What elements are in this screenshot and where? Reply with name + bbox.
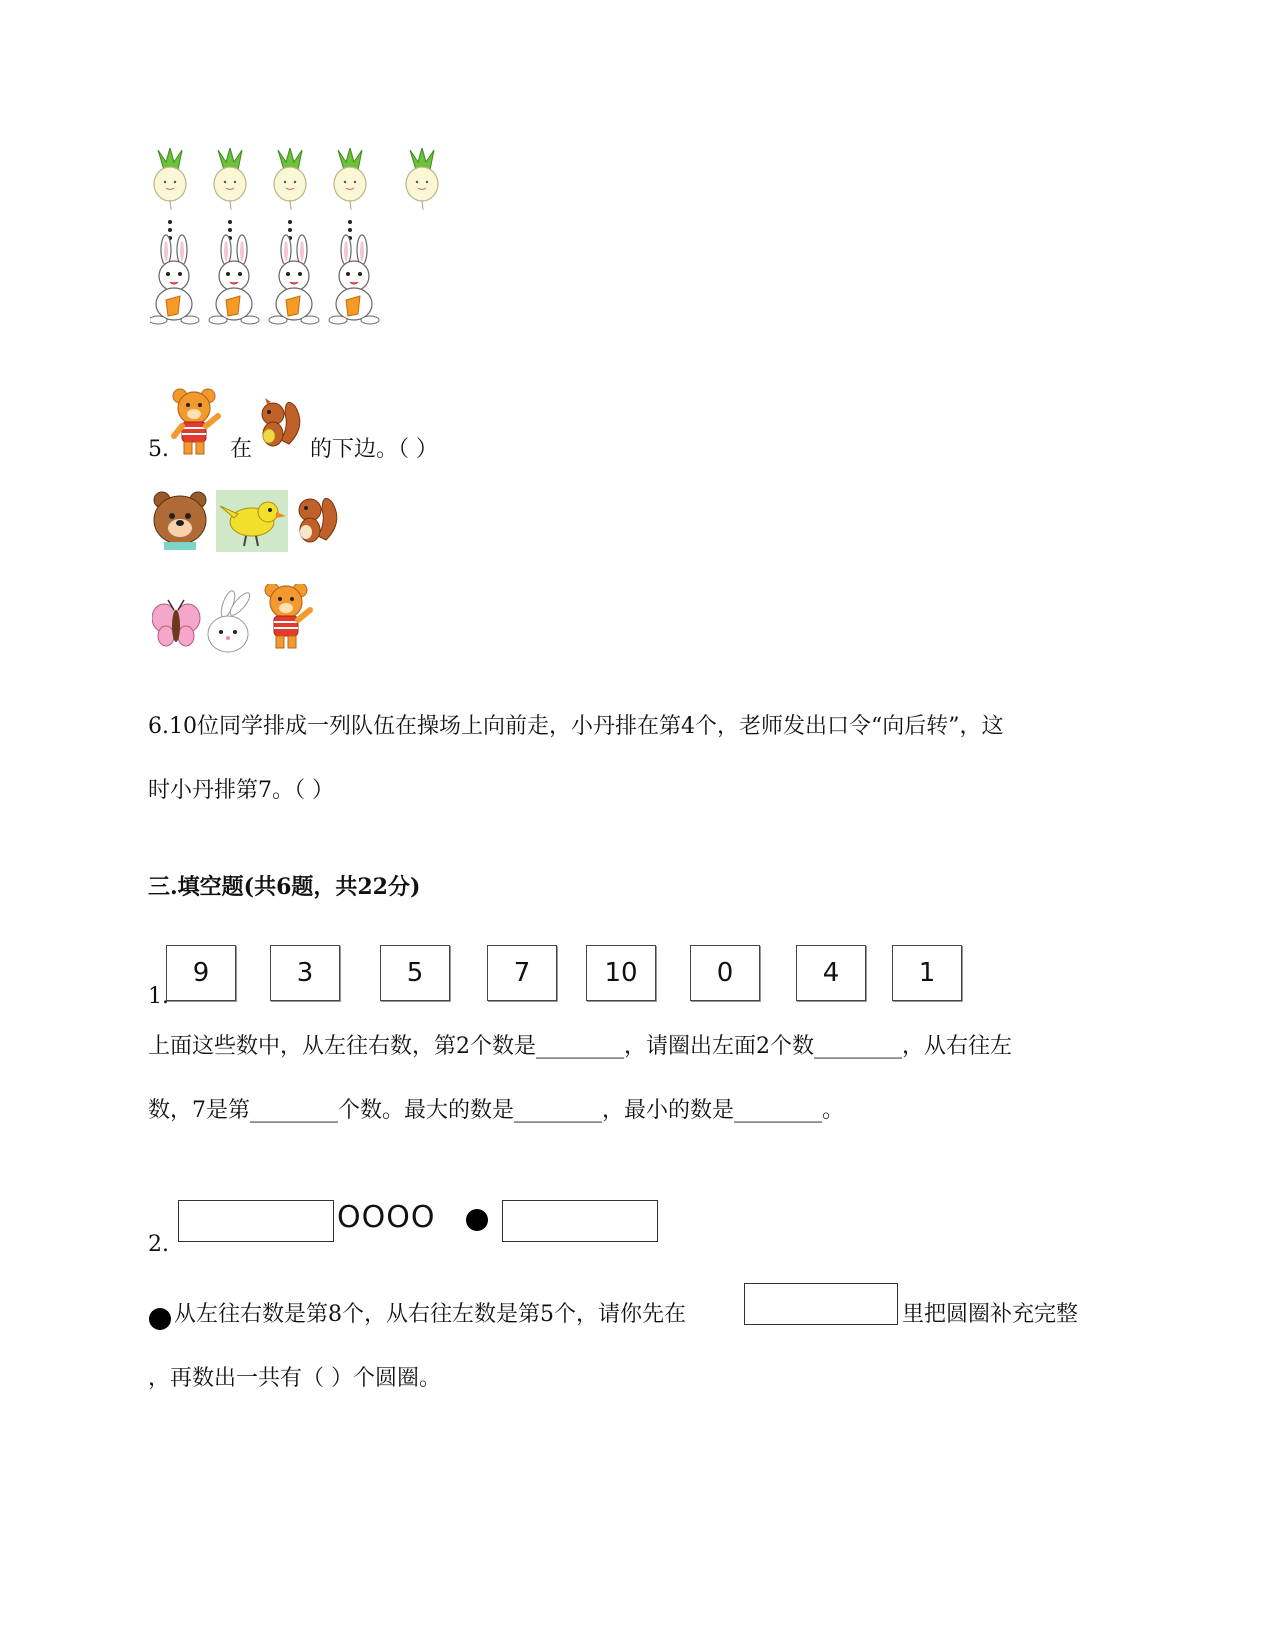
bear-face-icon (154, 492, 206, 550)
question-5-text-end: 的下边。（ ） (310, 437, 438, 462)
white-rabbit-icon (208, 589, 253, 652)
number-box-6: 0 (690, 945, 760, 1001)
bear-standing-icon (265, 584, 310, 648)
number-box-7: 4 (796, 945, 866, 1001)
number-box-5: 10 (586, 945, 656, 1001)
radish-rabbit-picture (150, 148, 470, 334)
answer-box-left[interactable] (178, 1200, 334, 1242)
question-5-number: 5. (148, 437, 169, 462)
fill-1-number: 1. (148, 984, 169, 1009)
question-6-line2: 时小丹排第7。（ ） (148, 778, 334, 803)
squirrel-small-icon (299, 498, 337, 542)
fill-2-line1-a: 从左往右数是第8个，从右往左数是第5个，请你先在 (174, 1302, 686, 1327)
question-5 (148, 435, 169, 465)
filled-circle-icon (464, 1207, 490, 1233)
fill-2-number: 2. (148, 1232, 169, 1257)
inline-answer-box[interactable] (744, 1283, 898, 1325)
question-5-in (230, 435, 252, 465)
number-box-3: 5 (380, 945, 450, 1001)
hollow-circles: OOOO (337, 1200, 436, 1235)
answer-box-right[interactable] (502, 1200, 658, 1242)
number-box-2: 3 (270, 945, 340, 1001)
animal-row-bottom (152, 584, 332, 658)
question-5-end (310, 435, 438, 465)
filled-circle-bullet-icon (148, 1307, 172, 1331)
section-3-heading: 三.填空题(共6题，共22分) (148, 874, 421, 900)
question-5-text-in: 在 (230, 437, 253, 462)
number-box-8: 1 (892, 945, 962, 1001)
squirrel-icon (255, 396, 305, 452)
fill-2-line1-b: 里把圆圈补充完整 (902, 1302, 1079, 1327)
number-box-1: 9 (166, 945, 236, 1001)
animal-row-top (150, 488, 360, 554)
butterfly-icon (152, 600, 200, 646)
number-box-4: 7 (487, 945, 557, 1001)
fill-1-line1: 上面这些数中，从左往右数，第2个数是________，请圈出左面2个数________，从右往左 (148, 1034, 1012, 1059)
fill-1-line2: 数，7是第________个数。最大的数是________，最小的数是________。 (148, 1098, 844, 1123)
question-6-line1: 6.10位同学排成一列队伍在操场上向前走，小丹排在第4个，老师发出口令“向后转”，这 (148, 714, 1004, 739)
fill-2-line2: ，再数出一共有（ ）个圆圈。 (148, 1366, 441, 1391)
bear-icon (168, 386, 224, 458)
